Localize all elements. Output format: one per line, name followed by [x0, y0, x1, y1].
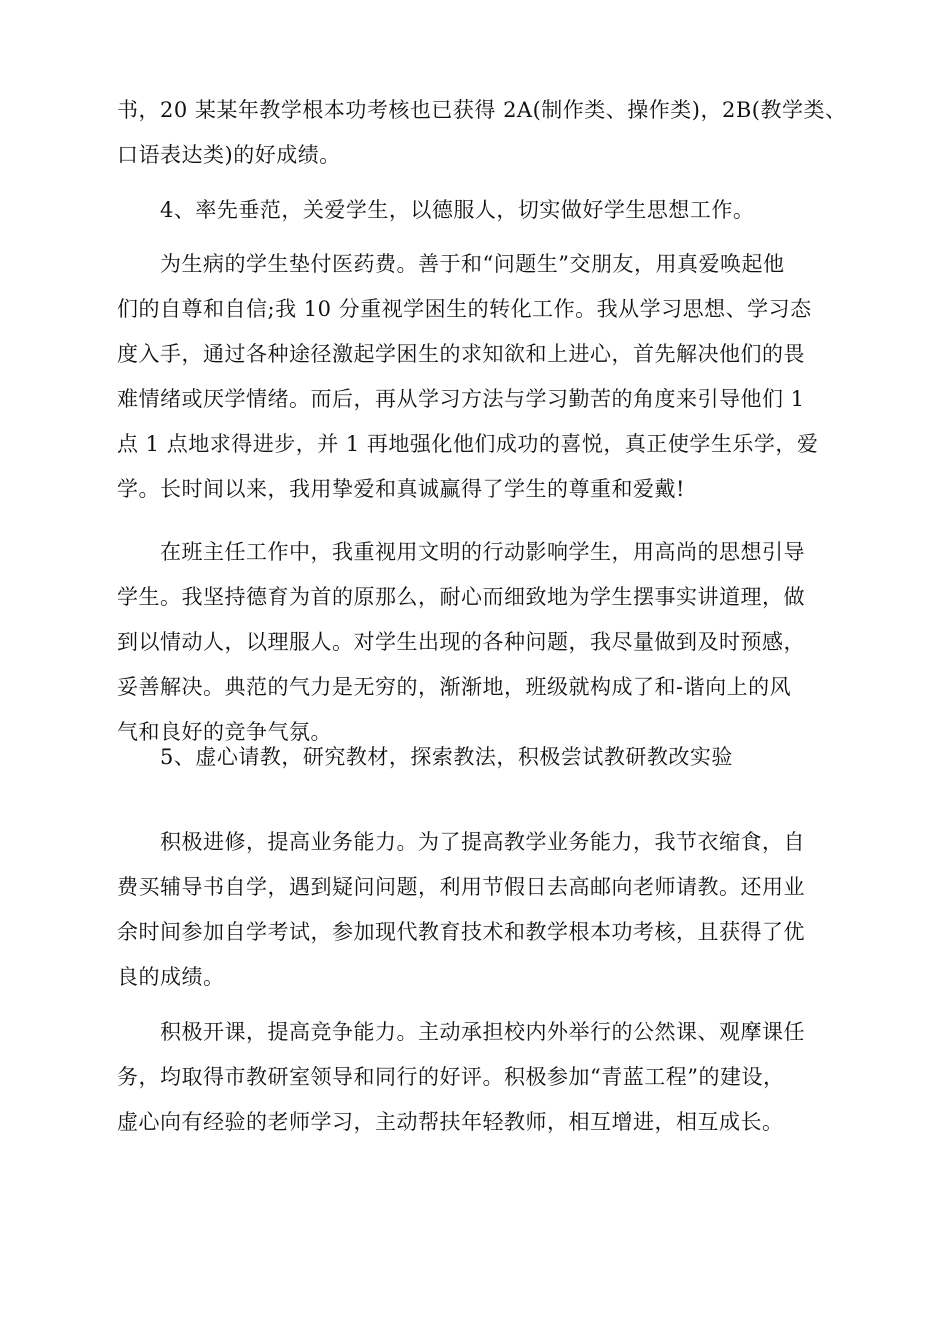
text-line: 学生。我坚持德育为首的原那么，耐心而细致地为学生摆事实讲道理，做 [117, 585, 805, 609]
text-line: 在班主任工作中，我重视用文明的行动影响学生，用高尚的思想引导 [160, 540, 805, 564]
text-line: 余时间参加自学考试，参加现代教育技术和教学根本功考核，且获得了优 [117, 920, 805, 944]
text-line: 务，均取得市教研室领导和同行的好评。积极参加“青蓝工程”的建设， [117, 1065, 785, 1089]
text-line: 口语表达类)的好成绩。 [117, 143, 341, 167]
text-line: 气和良好的竞争气氛。 [117, 720, 332, 744]
paragraph-exam-results [117, 88, 847, 178]
text-line: 点 1 点地求得进步，并 1 再地强化他们成功的喜悦，真正使学生乐学，爱 [117, 432, 819, 456]
paragraph-caring-students [117, 242, 837, 512]
text-line: 度入手，通过各种途径激起学困生的求知欲和上进心，首先解决他们的畏 [117, 342, 805, 366]
paragraph-open-lessons [117, 1010, 837, 1145]
text-line: 书，20 某某年教学根本功考核也已获得 2A(制作类、操作类)，2B(教学类、 [117, 98, 847, 122]
paragraph-class-teacher [117, 530, 837, 755]
text-line: 积极进修，提高业务能力。为了提高教学业务能力，我节衣缩食，自 [160, 830, 805, 854]
text-line: 良的成绩。 [117, 965, 225, 989]
section-heading-5 [117, 735, 837, 780]
heading-line: 4、率先垂范，关爱学生，以德服人，切实做好学生思想工作。 [160, 198, 755, 222]
heading-line: 5、虚心请教，研究教材，探索教法，积极尝试教研教改实验 [160, 745, 733, 769]
text-line: 们的自尊和自信;我 10 分重视学困生的转化工作。我从学习思想、学习态 [117, 297, 812, 321]
text-line: 妥善解决。典范的气力是无穷的，渐渐地，班级就构成了和-谐向上的风 [117, 675, 792, 699]
text-line: 费买辅导书自学，遇到疑问问题，利用节假日去高邮向老师请教。还用业 [117, 875, 805, 899]
text-line: 为生病的学生垫付医药费。善于和“问题生”交朋友，用真爱唤起他 [160, 252, 785, 276]
text-line: 难情绪或厌学情绪。而后，再从学习方法与学习勤苦的角度来引导他们 1 [117, 387, 805, 411]
text-line: 学。长时间以来，我用挚爱和真诚赢得了学生的尊重和爱戴! [117, 477, 685, 501]
text-line: 虚心向有经验的老师学习，主动帮扶年轻教师，相互增进，相互成长。 [117, 1110, 784, 1134]
paragraph-professional-study [117, 820, 837, 1000]
text-line: 积极开课，提高竞争能力。主动承担校内外举行的公然课、观摩课任 [160, 1020, 805, 1044]
section-heading-4 [117, 188, 837, 233]
text-line: 到以情动人，以理服人。对学生出现的各种问题，我尽量做到及时预感， [117, 630, 805, 654]
